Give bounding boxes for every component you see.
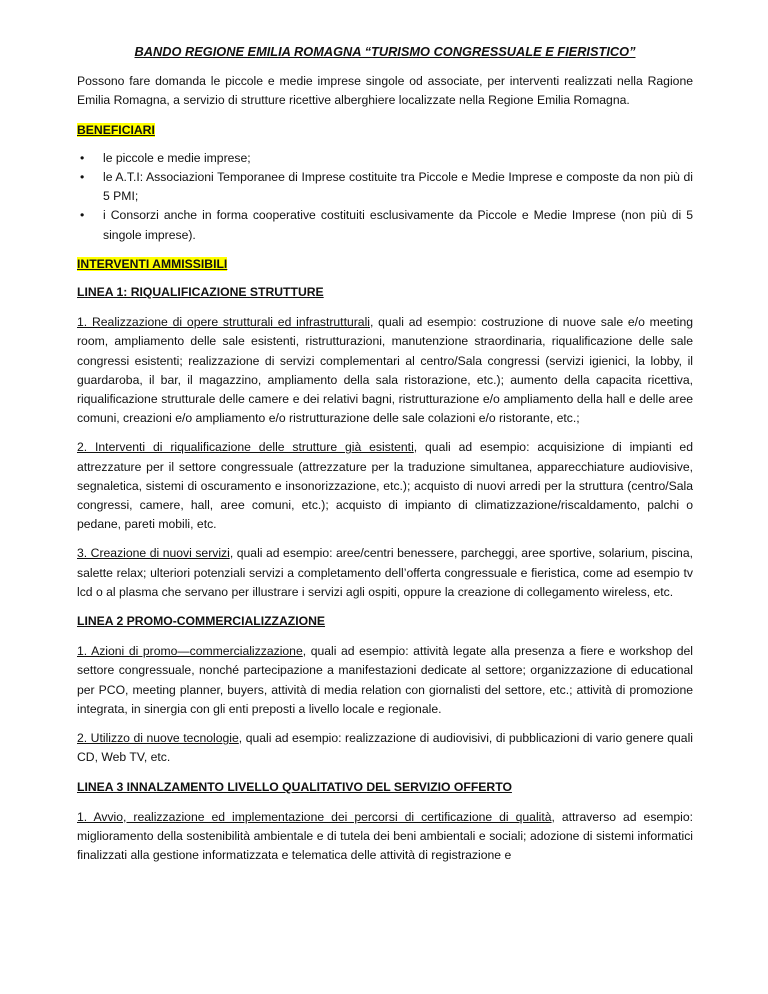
linea3-heading: LINEA 3 INNALZAMENTO LIVELLO QUALITATIVO DEL SERVIZIO OFFERTO	[77, 779, 512, 794]
linea2-item-2	[77, 729, 693, 767]
list-item-text: i Consorzi anche in forma cooperative costituiti esclusivamente da Piccole e Medie Imprese (non più di 5 singole imprese).	[103, 208, 693, 242]
document-content	[77, 42, 693, 875]
list-item	[77, 149, 693, 168]
bullet-icon: •	[80, 150, 85, 165]
bullet-icon: •	[80, 170, 85, 185]
item-lead: 1. Realizzazione di opere strutturali ed infrastrutturali	[77, 315, 370, 330]
beneficiari-list	[77, 149, 693, 245]
page-title: BANDO REGIONE EMILIA ROMAGNA “TURISMO CONGRESSUALE E FIERISTICO”	[134, 44, 636, 59]
item-text: , quali ad esempio: acquisizione di impianti ed attrezzature per il settore congressuale (attrezzature per la traduzione simultanea, apparecchiature audiovisive, segnaletica, sistemi di oscuramento e insonorizzazione, etc.); acquisto di nuovi arredi per la struttura (centro/Sala congressi, camere, hall, aree comuni, etc.); acquisto di impianto di climatizzazione/riscaldamento, palchi o pedane, pareti mobili, etc.	[77, 440, 693, 532]
item-text: , quali ad esempio: attività legate alla presenza a fiere e workshop del settore congressuale, nonché partecipazione a manifestazioni dedicate al settore; organizzazione di educational per PCO, meeting planner, buyers, attività di media relation con giornalisti del settore, etc.; attività di promozione integrata, in sinergia con gli enti preposti a livello locale e regionale.	[77, 644, 693, 716]
interventi-heading: INTERVENTI AMMISSIBILI	[77, 256, 228, 271]
beneficiari-heading: BENEFICIARI	[77, 122, 155, 137]
interventi-section	[77, 255, 693, 274]
linea2-heading: LINEA 2 PROMO-COMMERCIALIZZAZIONE	[77, 614, 326, 629]
bullet-icon: •	[80, 208, 85, 223]
linea1-heading: LINEA 1: RIQUALIFICAZIONE STRUTTURE	[77, 285, 324, 300]
linea2-item-1	[77, 642, 693, 719]
linea1-item-1	[77, 313, 693, 428]
list-item	[77, 168, 693, 206]
item-text: , attraverso ad esempio: miglioramento della sostenibilità ambientale e di tutela dei beni ambientali e sociali; adozione di sistemi informatici finalizzati alla gestione informatizzata e telematica delle attività di registrazione e	[77, 809, 694, 863]
item-lead: 2. Utilizzo di nuove tecnologie	[77, 731, 239, 746]
intro-paragraph: Possono fare domanda le piccole e medie imprese singole od associate, per interventi realizzati nella Ragione Emilia Romagna, a servizio di strutture ricettive alberghiere localizzate nella Regione Emilia Romagna.	[77, 74, 693, 108]
linea1-item-3	[77, 544, 693, 602]
item-lead: 1. Avvio, realizzazione ed implementazione dei percorsi di certificazione di qualità	[77, 809, 552, 824]
list-item-text: le piccole e medie imprese;	[103, 150, 251, 165]
item-lead: 2. Interventi di riqualificazione delle strutture già esistenti	[77, 440, 414, 455]
item-text: , quali ad esempio: realizzazione di audiovisivi, di pubblicazioni di vario genere quali CD, Web TV, etc.	[77, 731, 693, 765]
beneficiari-section	[77, 121, 693, 140]
linea1-item-2	[77, 438, 693, 534]
list-item	[77, 206, 693, 244]
list-item-text: le A.T.I: Associazioni Temporanee di Imprese costituite tra Piccole e Medie Imprese e composte da non più di 5 PMI;	[103, 170, 693, 204]
item-text: , quali ad esempio: costruzione di nuove sale e/o meeting room, ampliamento delle sale esistenti, ristrutturazioni, manutenzione straordinaria, riqualificazione delle sale congressi esistenti; realizzazione di servizi complementari al centro/Sala congressi (servizi igienici, la lobby, il guardaroba, il bar, il magazzino, ampliamento della sala ristorazione, etc.); aumento della capacita ricettiva, riqualificazione strutturale delle camere e dei relativi bagni, ristrutturazione e/o ampliamento della hall e delle aree comuni, creazioni e/o ampliamento e/o ristrutturazione delle sale colazioni e/o ristorante, etc.;	[77, 315, 694, 426]
item-text: , quali ad esempio: aree/centri benessere, parcheggi, aree sportive, solarium, piscina, salette relax; ulteriori potenziali servizi a completamento dell’offerta congressuale e fieristica, come ad esempio tv lcd o al plasma che servano per illustrare i servizi agli ospiti, oppure la creazione di collegamento wireless, etc.	[77, 546, 693, 599]
linea3-item-1	[77, 808, 693, 866]
item-lead: 1. Azioni di promo—commercializzazione	[77, 644, 303, 659]
item-lead: 3. Creazione di nuovi servizi	[77, 546, 230, 561]
